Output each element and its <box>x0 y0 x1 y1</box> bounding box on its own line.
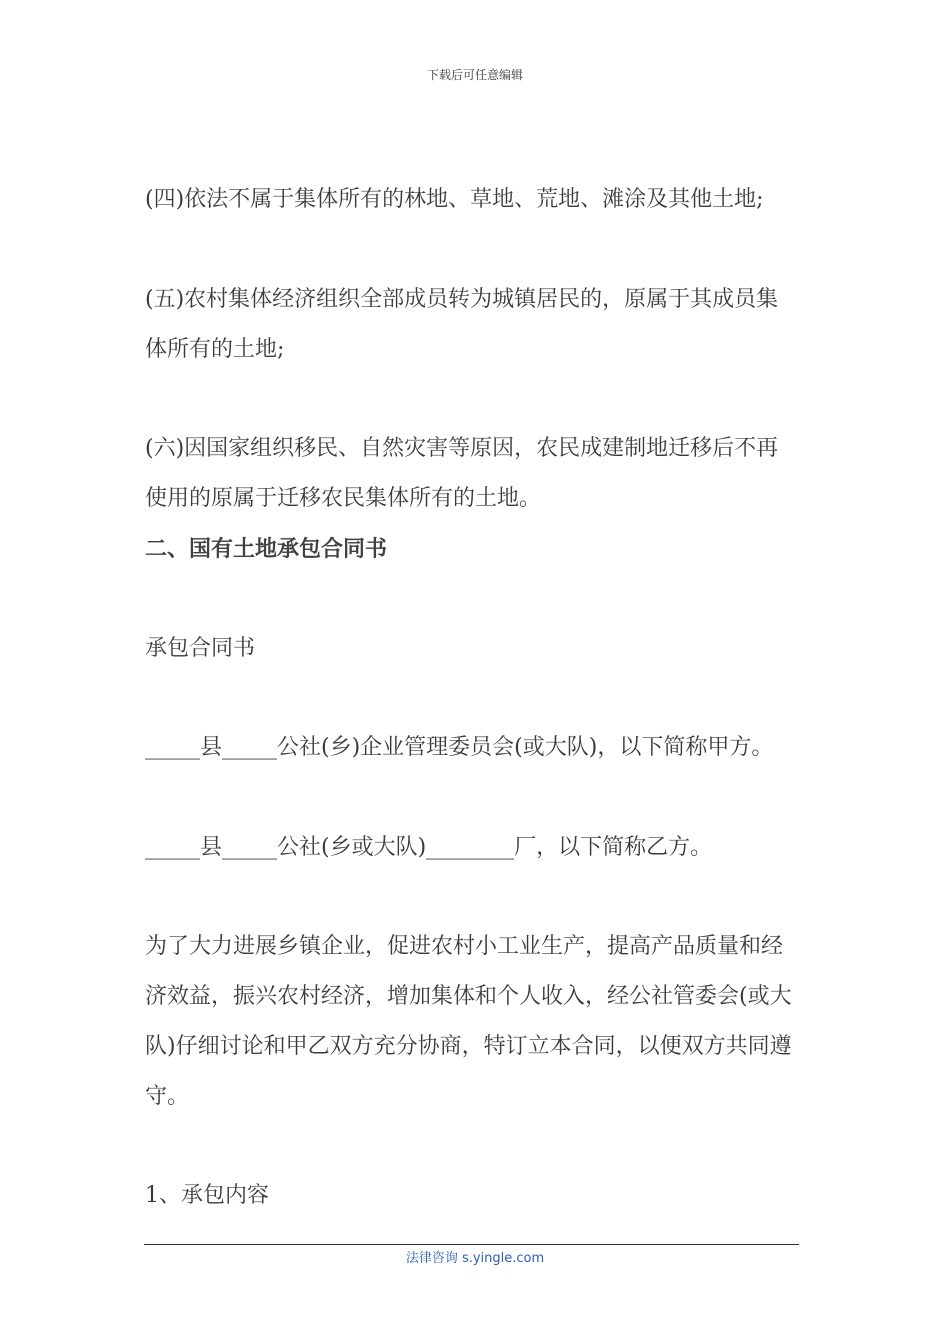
purpose-line-3: 队)仔细讨论和甲乙双方充分协商，特订立本合同，以便双方共同遵 <box>145 1034 792 1059</box>
party-a-line: _____县_____公社(乡)企业管理委员会(或大队)，以下简称甲方。 <box>145 735 774 760</box>
paragraph-item-6-line-1: (六)因国家组织移民、自然灾害等原因，农民成建制地迁移后不再 <box>145 436 779 461</box>
party-b-line: _____县_____公社(乡或大队)________厂，以下简称乙方。 <box>145 835 713 860</box>
paragraph-item-5-line-2: 体所有的土地; <box>145 337 285 362</box>
paragraph-item-4: (四)依法不属于集体所有的林地、草地、荒地、滩涂及其他土地; <box>145 187 764 212</box>
footer-divider <box>144 1244 799 1245</box>
footer-link[interactable]: 法律咨询 s.yingle.com <box>405 1251 545 1266</box>
paragraph-item-5-line-1: (五)农村集体经济组织全部成员转为城镇居民的，原属于其成员集 <box>145 287 779 312</box>
section-heading: 二、国有土地承包合同书 <box>145 536 388 562</box>
purpose-line-1: 为了大力进展乡镇企业，促进农村小工业生产，提高产品质量和经 <box>145 934 784 959</box>
clause-1-title: 1、承包内容 <box>145 1183 269 1208</box>
purpose-line-4: 守。 <box>145 1084 190 1109</box>
purpose-line-2: 济效益，振兴农村经济，增加集体和个人收入，经公社管委会(或大 <box>145 984 792 1009</box>
paragraph-item-6-line-2: 使用的原属于迁移农民集体所有的土地。 <box>145 486 542 511</box>
header-note: 下载后可任意编辑 <box>426 68 523 82</box>
contract-title: 承包合同书 <box>145 636 256 661</box>
